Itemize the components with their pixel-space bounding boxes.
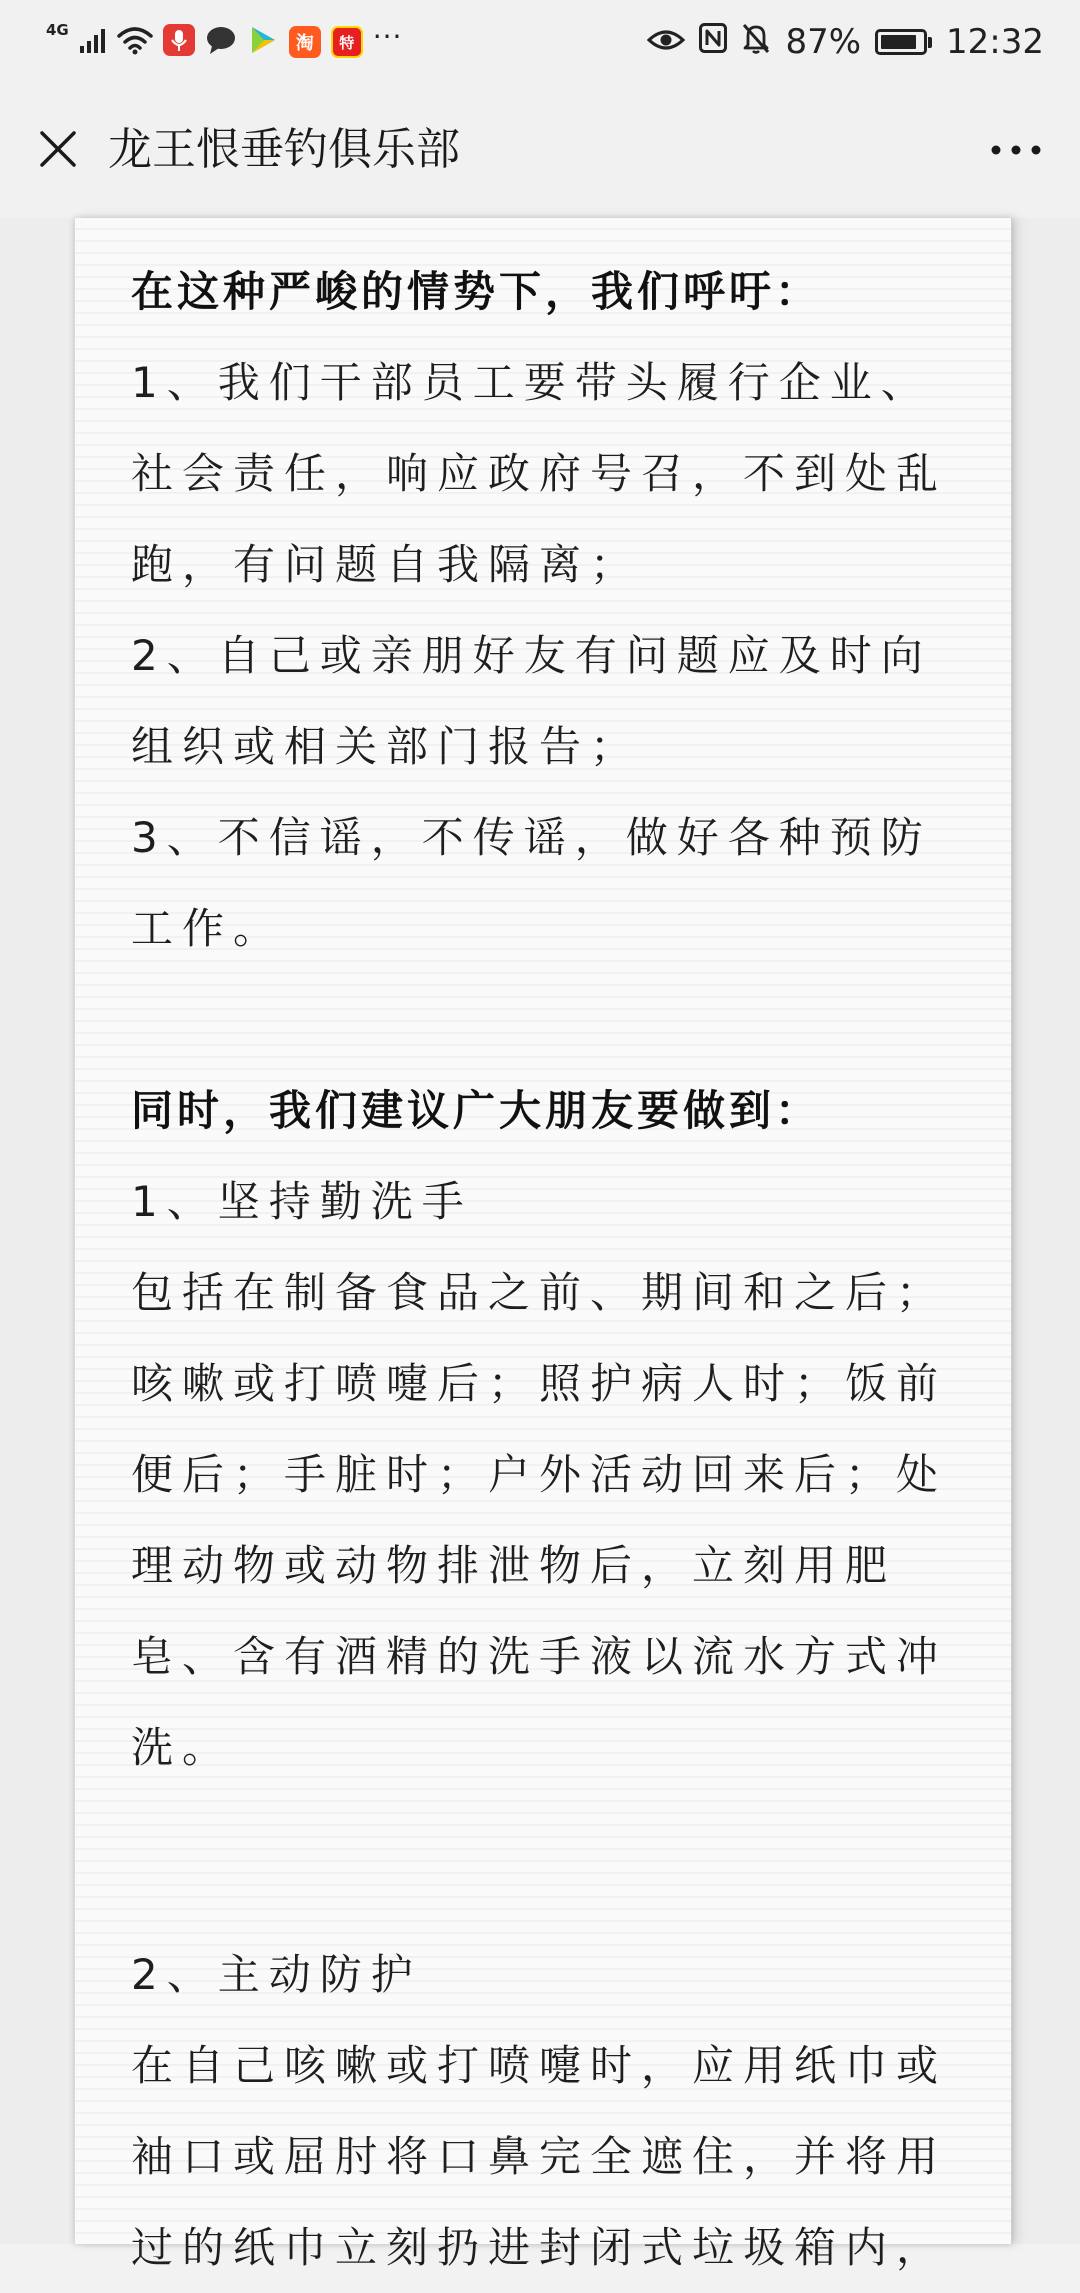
article-content (131, 246, 961, 2293)
status-bar-right (647, 20, 1044, 64)
appeal-item-1: 1、我们干部员工要带头履行企业、社会责任，响应政府号召，不到处乱跑，有问题自我隔离； (131, 358, 948, 589)
item-spacer (131, 1793, 961, 1929)
wifi-icon (117, 25, 153, 59)
more-notifications-icon: ··· (372, 19, 403, 53)
appeal-item-2: 2、自己或亲朋好友有问题应及时向组织或相关部门报告； (131, 631, 932, 771)
voice-recorder-icon (163, 24, 195, 60)
appeal-item-3: 3、不信谣，不传谣，做好各种预防工作。 (131, 813, 932, 953)
title-bar (0, 84, 1080, 218)
battery-level-fill (881, 35, 916, 49)
mute-bell-icon (741, 22, 771, 63)
advice-item-2-body: 在自己咳嗽或打喷嚏时，应用纸巾或袖口或屈肘将口鼻完全遮住，并将用过的纸巾立刻扔进封闭式垃圾箱内， (131, 2041, 948, 2272)
status-bar-left (46, 20, 402, 64)
nfc-icon (699, 22, 727, 62)
status-bar (0, 0, 1080, 84)
eye-comfort-icon (647, 22, 685, 62)
video-play-icon (247, 24, 279, 60)
clock-label: 12:32 (946, 22, 1044, 62)
article-paper (74, 218, 1012, 2272)
more-options-button[interactable] (984, 122, 1048, 178)
network-type-label: 4G (46, 21, 69, 39)
taobao-app-icon: 淘 (289, 26, 321, 58)
close-button[interactable] (30, 121, 86, 177)
advice-item-2-title: 2、主动防护 (131, 1950, 422, 1999)
section-heading-appeal: 在这种严峻的情势下，我们呼吁： (131, 267, 822, 316)
special-sale-app-icon: 特 (331, 26, 363, 58)
article-scroll-area[interactable] (0, 218, 1080, 2272)
chat-bubble-icon (205, 24, 237, 60)
close-icon (38, 129, 78, 169)
advice-item-1-body: 包括在制备食品之前、期间和之后；咳嗽或打喷嚏后；照护病人时；饭前便后；手脏时；户外活动回来后；处理动物或动物排泄物后，立刻用肥皂、含有酒精的洗手液以流水方式冲洗。 (131, 1268, 948, 1772)
section-heading-advice: 同时，我们建议广大朋友要做到： (131, 1086, 822, 1135)
page-title: 龙王恨垂钓俱乐部 (108, 124, 460, 175)
advice-item-1-title: 1、坚持勤洗手 (131, 1177, 473, 1226)
signal-strength-icon (79, 26, 107, 58)
section-spacer (131, 974, 961, 1065)
battery-icon (875, 29, 932, 55)
battery-percent-label: 87% (785, 22, 862, 62)
more-icon (990, 144, 1042, 156)
